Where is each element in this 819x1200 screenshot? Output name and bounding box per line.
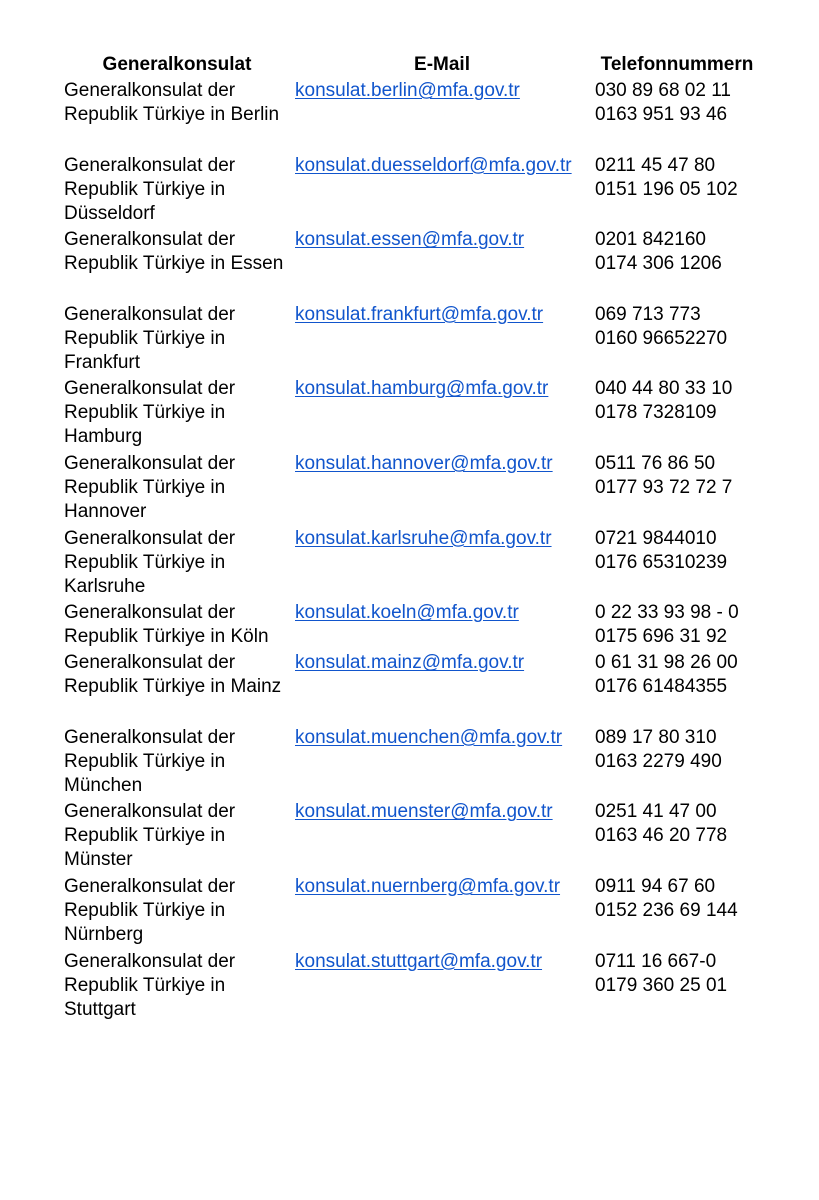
email-cell bbox=[295, 601, 595, 625]
email-link[interactable]: konsulat.karlsruhe@mfa.gov.tr bbox=[295, 527, 552, 549]
email-cell bbox=[295, 950, 595, 974]
table-row bbox=[0, 303, 819, 378]
email-link[interactable]: konsulat.frankfurt@mfa.gov.tr bbox=[295, 303, 544, 325]
email-link[interactable]: konsulat.mainz@mfa.gov.tr bbox=[295, 652, 525, 674]
column-header-konsulat: Generalkonsulat bbox=[102, 54, 252, 75]
phone-2: 0151 196 05 102 bbox=[595, 178, 738, 200]
column-header-email: E-Mail bbox=[414, 54, 470, 75]
email-link[interactable]: konsulat.duesseldorf@mfa.gov.tr bbox=[295, 154, 572, 176]
phone-2: 0176 65310239 bbox=[595, 551, 728, 573]
phone-2: 0178 7328109 bbox=[595, 402, 717, 424]
phone-2: 0175 696 31 92 bbox=[595, 626, 728, 648]
email-cell bbox=[295, 79, 595, 103]
consulate-name: Generalkonsulat der Republik Türkiye in Berlin bbox=[64, 80, 280, 125]
email-link[interactable]: konsulat.berlin@mfa.gov.tr bbox=[295, 80, 520, 101]
table-row bbox=[0, 228, 819, 303]
email-cell bbox=[295, 452, 595, 476]
column-header-telefon: Telefonnummern bbox=[600, 54, 754, 75]
phone-1: 0201 842160 bbox=[595, 229, 706, 251]
consulate-name: Generalkonsulat der Republik Türkiye in Essen bbox=[64, 229, 284, 275]
email-cell bbox=[295, 726, 595, 750]
phone-cell bbox=[595, 800, 795, 848]
phone-cell bbox=[595, 651, 795, 699]
consulate-table-body bbox=[0, 79, 819, 1024]
email-link[interactable]: konsulat.hannover@mfa.gov.tr bbox=[295, 452, 553, 474]
table-row bbox=[0, 377, 819, 452]
email-cell bbox=[295, 800, 595, 824]
email-link[interactable]: konsulat.koeln@mfa.gov.tr bbox=[295, 602, 519, 624]
phone-cell bbox=[595, 228, 795, 276]
phone-cell bbox=[595, 79, 795, 127]
email-cell bbox=[295, 875, 595, 899]
phone-2: 0176 61484355 bbox=[595, 676, 728, 698]
email-link[interactable]: konsulat.essen@mfa.gov.tr bbox=[295, 229, 525, 251]
consulate-name: Generalkonsulat der Republik Türkiye in Köln bbox=[64, 602, 269, 648]
phone-1: 0 61 31 98 26 00 bbox=[595, 652, 738, 674]
phone-1: 0721 9844010 bbox=[595, 527, 717, 549]
phone-1: 030 89 68 02 11 bbox=[595, 80, 731, 101]
consulate-name: Generalkonsulat der Republik Türkiye in Hannover bbox=[64, 452, 236, 522]
phone-cell bbox=[595, 527, 795, 575]
email-cell bbox=[295, 651, 595, 675]
phone-cell bbox=[595, 303, 795, 351]
phone-cell bbox=[595, 377, 795, 425]
phone-cell bbox=[595, 726, 795, 774]
email-cell bbox=[295, 303, 595, 327]
consulate-name: Generalkonsulat der Republik Türkiye in Stuttgart bbox=[64, 950, 236, 1020]
phone-2: 0152 236 69 144 bbox=[595, 899, 738, 921]
email-link[interactable]: konsulat.hamburg@mfa.gov.tr bbox=[295, 378, 549, 400]
table-row bbox=[0, 154, 819, 229]
consulate-name: Generalkonsulat der Republik Türkiye in Mainz bbox=[64, 652, 282, 698]
table-row bbox=[0, 875, 819, 950]
phone-cell bbox=[595, 452, 795, 500]
phone-2: 0163 951 93 46 bbox=[595, 104, 728, 125]
phone-cell bbox=[595, 875, 795, 923]
phone-cell bbox=[595, 601, 795, 649]
phone-2: 0163 46 20 778 bbox=[595, 825, 728, 847]
phone-2: 0160 96652270 bbox=[595, 327, 728, 349]
table-row bbox=[0, 726, 819, 801]
phone-2: 0163 2279 490 bbox=[595, 750, 722, 772]
email-cell bbox=[295, 527, 595, 551]
phone-1: 0711 16 667-0 bbox=[595, 950, 717, 972]
table-row bbox=[0, 452, 819, 527]
email-cell bbox=[295, 154, 595, 178]
table-header bbox=[0, 53, 819, 79]
email-cell bbox=[295, 228, 595, 252]
email-link[interactable]: konsulat.muenchen@mfa.gov.tr bbox=[295, 726, 563, 748]
email-link[interactable]: konsulat.muenster@mfa.gov.tr bbox=[295, 801, 553, 823]
phone-1: 0911 94 67 60 bbox=[595, 875, 716, 897]
table-row bbox=[0, 800, 819, 875]
phone-1: 0 22 33 93 98 - 0 bbox=[595, 602, 739, 624]
phone-1: 040 44 80 33 10 bbox=[595, 378, 733, 400]
consulate-name: Generalkonsulat der Republik Türkiye in Hamburg bbox=[64, 378, 236, 448]
phone-2: 0174 306 1206 bbox=[595, 253, 722, 275]
consulate-name: Generalkonsulat der Republik Türkiye in Karlsruhe bbox=[64, 527, 236, 597]
phone-2: 0177 93 72 72 7 bbox=[595, 476, 733, 498]
phone-1: 0211 45 47 80 bbox=[595, 154, 716, 176]
table-row bbox=[0, 527, 819, 602]
email-link[interactable]: konsulat.stuttgart@mfa.gov.tr bbox=[295, 950, 543, 972]
phone-cell bbox=[595, 950, 795, 998]
phone-1: 0251 41 47 00 bbox=[595, 801, 717, 823]
email-cell bbox=[295, 377, 595, 401]
phone-1: 0511 76 86 50 bbox=[595, 452, 716, 474]
consulate-name: Generalkonsulat der Republik Türkiye in Nürnberg bbox=[64, 875, 236, 945]
phone-1: 089 17 80 310 bbox=[595, 726, 717, 748]
email-link[interactable]: konsulat.nuernberg@mfa.gov.tr bbox=[295, 875, 561, 897]
consulate-name: Generalkonsulat der Republik Türkiye in München bbox=[64, 726, 236, 796]
phone-1: 069 713 773 bbox=[595, 303, 701, 325]
table-row bbox=[0, 950, 819, 1025]
consulate-name: Generalkonsulat der Republik Türkiye in Düsseldorf bbox=[64, 154, 236, 224]
consulate-name: Generalkonsulat der Republik Türkiye in Frankfurt bbox=[64, 303, 236, 373]
consulate-name: Generalkonsulat der Republik Türkiye in Münster bbox=[64, 801, 236, 871]
phone-2: 0179 360 25 01 bbox=[595, 974, 728, 996]
table-row bbox=[0, 651, 819, 726]
table-row bbox=[0, 79, 819, 154]
table-row bbox=[0, 601, 819, 651]
phone-cell bbox=[595, 154, 795, 202]
